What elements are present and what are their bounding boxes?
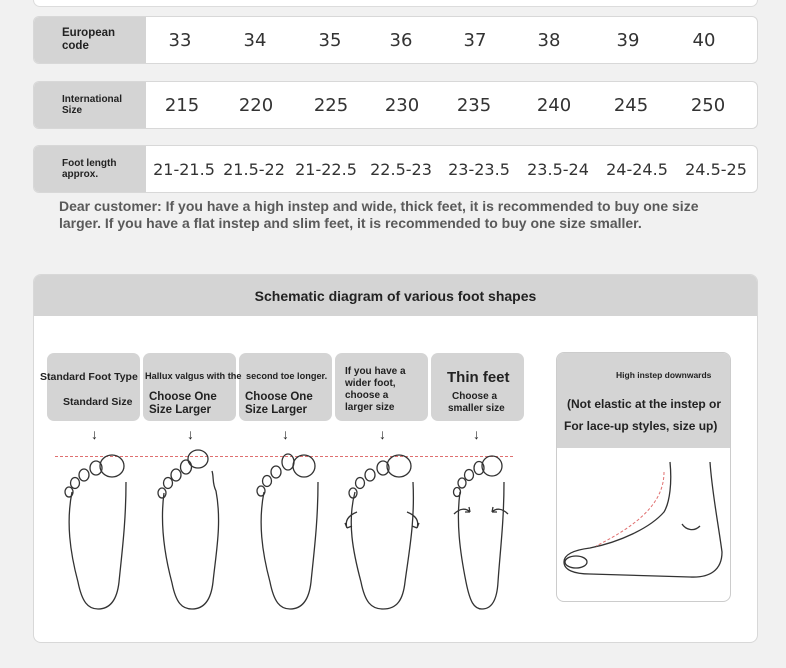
sizing-note bbox=[59, 198, 749, 231]
size-cell: 36 bbox=[389, 29, 413, 51]
size-cell: 21.5-22 bbox=[223, 159, 285, 179]
high-instep-line-1: (Not elastic at the instep or bbox=[567, 397, 722, 411]
label-standard-foot bbox=[47, 353, 140, 421]
row-label-line: Size bbox=[62, 105, 83, 116]
second-toe-advice-1: Choose One bbox=[245, 391, 313, 403]
thin-foot-icon bbox=[450, 452, 512, 612]
size-cell: 33 bbox=[168, 29, 192, 51]
size-row-international bbox=[33, 81, 758, 129]
down-arrow-icon: ↓ bbox=[282, 426, 289, 442]
wide-foot-icon bbox=[343, 452, 423, 612]
down-arrow-icon: ↓ bbox=[379, 426, 386, 442]
size-row-header bbox=[34, 82, 146, 128]
size-row-foot-length bbox=[33, 145, 758, 193]
wide-line-3: choose a bbox=[345, 390, 389, 401]
size-cell: 38 bbox=[537, 29, 561, 51]
high-instep-line-2: For lace-up styles, size up) bbox=[564, 419, 718, 433]
standard-foot-icon bbox=[62, 452, 134, 612]
size-cell: 220 bbox=[238, 94, 274, 116]
thin-title: Thin feet bbox=[447, 369, 510, 386]
hallux-valgus-foot-icon bbox=[156, 449, 228, 612]
size-row-header bbox=[34, 146, 146, 192]
down-arrow-icon: ↓ bbox=[91, 426, 98, 442]
size-cell: 24-24.5 bbox=[606, 159, 668, 179]
size-cell: 240 bbox=[536, 94, 572, 116]
size-cell: 235 bbox=[456, 94, 492, 116]
high-instep-title: High instep downwards bbox=[616, 370, 712, 380]
size-cell: 21-22.5 bbox=[295, 159, 357, 179]
thin-advice-1: Choose a bbox=[452, 391, 498, 402]
thin-advice-2: smaller size bbox=[448, 403, 505, 414]
row-label-line: International bbox=[62, 94, 123, 105]
hallux-advice-2: Size Larger bbox=[149, 404, 211, 416]
size-cell: 35 bbox=[318, 29, 342, 51]
second-toe-foot-icon bbox=[254, 452, 326, 612]
size-cell: 21-21.5 bbox=[153, 159, 215, 179]
wide-line-1: If you have a bbox=[345, 366, 406, 377]
note-line: larger. If you have a flat instep and slim feet, it is recommended to buy one size smaller. bbox=[59, 214, 642, 231]
hallux-title: Hallux valgus with the bbox=[145, 371, 242, 381]
second-toe-advice-2: Size Larger bbox=[245, 404, 307, 416]
second-toe-title: second toe longer. bbox=[246, 371, 328, 381]
down-arrow-icon: ↓ bbox=[473, 426, 480, 442]
size-row-european bbox=[33, 16, 758, 64]
size-cell: 40 bbox=[692, 29, 716, 51]
size-cell: 37 bbox=[463, 29, 487, 51]
top-divider bbox=[33, 0, 758, 7]
size-cell: 24.5-25 bbox=[685, 159, 747, 179]
size-cell: 230 bbox=[384, 94, 420, 116]
size-cell: 215 bbox=[164, 94, 200, 116]
row-label-line: code bbox=[62, 40, 89, 52]
size-cell: 250 bbox=[690, 94, 726, 116]
high-instep-header bbox=[557, 353, 730, 448]
down-arrow-icon: ↓ bbox=[187, 426, 194, 442]
size-cell: 34 bbox=[243, 29, 267, 51]
row-label-line: Foot length bbox=[62, 158, 117, 169]
size-row-header bbox=[34, 17, 146, 63]
panel-title: Schematic diagram of various foot shapes bbox=[34, 275, 757, 316]
size-cell: 22.5-23 bbox=[370, 159, 432, 179]
hallux-advice-1: Choose One bbox=[149, 391, 217, 403]
size-cell: 23-23.5 bbox=[448, 159, 510, 179]
wide-line-4: larger size bbox=[345, 402, 395, 413]
size-cells bbox=[146, 82, 757, 128]
size-cell: 245 bbox=[613, 94, 649, 116]
size-cell: 225 bbox=[313, 94, 349, 116]
size-cells bbox=[146, 17, 757, 63]
size-cell: 23.5-24 bbox=[527, 159, 589, 179]
standard-title: Standard Foot Type bbox=[40, 371, 138, 383]
size-cells bbox=[146, 146, 757, 192]
wide-line-2: wider foot, bbox=[345, 378, 396, 389]
row-label-line: approx. bbox=[62, 169, 99, 180]
high-instep-foot-icon bbox=[560, 462, 725, 582]
size-cell: 39 bbox=[616, 29, 640, 51]
standard-advice: Standard Size bbox=[63, 396, 133, 408]
note-line: Dear customer: If you have a high instep and wide, thick feet, it is recommended to buy one size bbox=[59, 198, 699, 214]
row-label-line: European bbox=[62, 27, 116, 40]
